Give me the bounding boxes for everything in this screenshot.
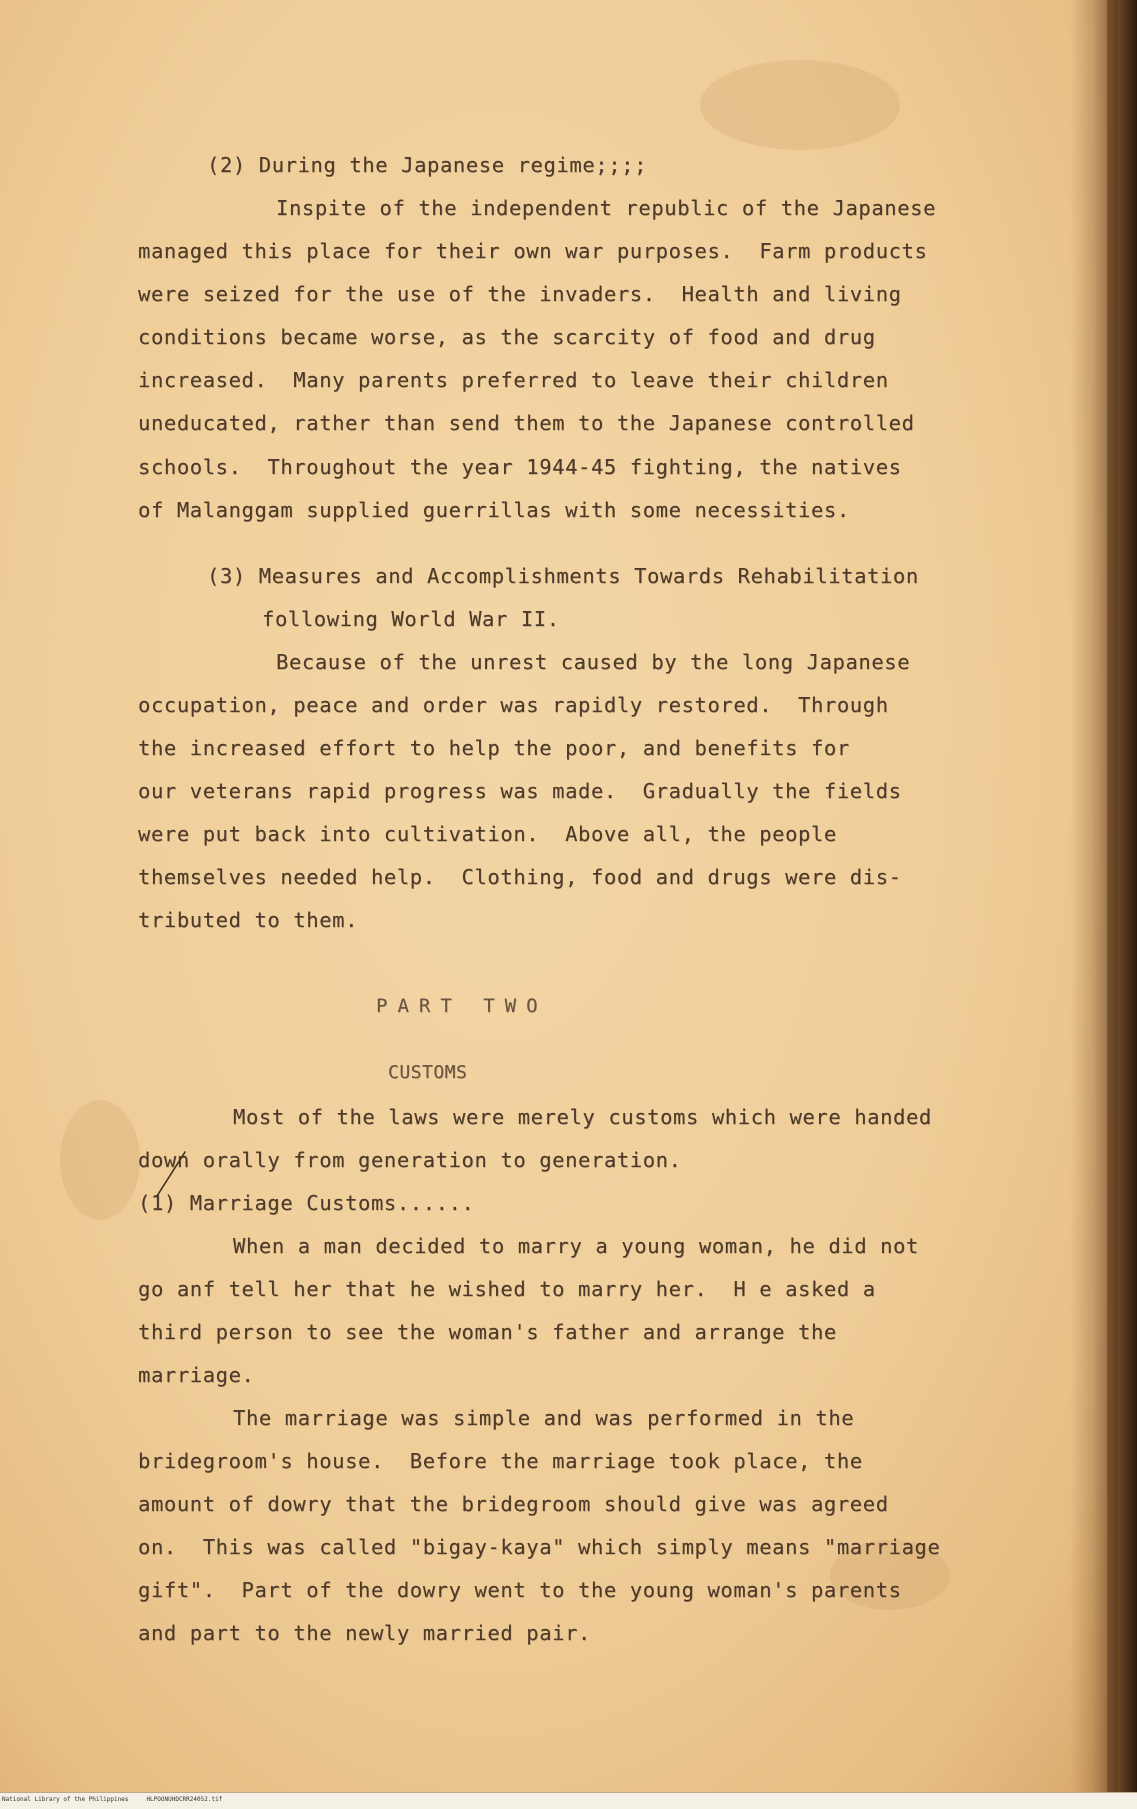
text-line: increased. Many parents preferred to leave their children (138, 368, 889, 392)
text-line: down orally from generation to generation. (138, 1148, 682, 1172)
text-line: themselves needed help. Clothing, food and drugs were dis- (138, 865, 902, 889)
text-line: tributed to them. (138, 908, 359, 932)
paper-stain (60, 1100, 140, 1220)
scan-footer-text (2, 1796, 222, 1803)
section-heading-continued: following World War II. (262, 607, 560, 631)
paper-stain (700, 60, 900, 150)
text-line: bridegroom's house. Before the marriage took place, the (138, 1449, 863, 1473)
text-line: Inspite of the independent republic of the Japanese (276, 196, 937, 220)
section-heading: (2) During the Japanese regime;;;; (207, 153, 648, 177)
subsection-heading: (1) Marriage Customs...... (138, 1191, 475, 1215)
text-line: amount of dowry that the bridegroom should give was agreed (138, 1492, 889, 1516)
text-line: Most of the laws were merely customs which were handed (233, 1105, 932, 1129)
text-line: on. This was called "bigay-kaya" which simply means "marriage (138, 1535, 941, 1559)
footer-file-code: HLPOONUHDCRR24052.tif (146, 1796, 223, 1803)
text-line: uneducated, rather than send them to the Japanese controlled (138, 411, 915, 435)
part-heading: PART TWO (376, 995, 548, 1017)
text-line: Because of the unrest caused by the long Japanese (276, 650, 911, 674)
text-line: the increased effort to help the poor, and benefits for (138, 736, 850, 760)
text-line: When a man decided to marry a young woman, he did not (233, 1234, 919, 1258)
footer-library-name: National Library of the Philippines (2, 1796, 129, 1803)
text-line: third person to see the woman's father and arrange the (138, 1320, 837, 1344)
text-line: our veterans rapid progress was made. Gradually the fields (138, 779, 902, 803)
text-line: were put back into cultivation. Above all, the people (138, 822, 837, 846)
text-line: of Malanggam supplied guerrillas with some necessities. (138, 498, 850, 522)
text-line: managed this place for their own war purposes. Farm products (138, 239, 928, 263)
text-line: go anf tell her that he wished to marry her. H e asked a (138, 1277, 876, 1301)
section-heading: (3) Measures and Accomplishments Towards Rehabilitation (207, 564, 919, 588)
text-line: marriage. (138, 1363, 255, 1387)
text-line: were seized for the use of the invaders. Health and living (138, 282, 902, 306)
text-line: gift". Part of the dowry went to the young woman's parents (138, 1578, 902, 1602)
book-binding-edge (1118, 0, 1137, 1808)
customs-heading: CUSTOMS (388, 1062, 468, 1083)
text-line: The marriage was simple and was performed in the (233, 1406, 855, 1430)
text-line: occupation, peace and order was rapidly restored. Through (138, 693, 889, 717)
text-line: and part to the newly married pair. (138, 1621, 591, 1645)
text-line: conditions became worse, as the scarcity of food and drug (138, 325, 876, 349)
text-line: schools. Throughout the year 1944-45 fighting, the natives (138, 455, 902, 479)
pencil-check-mark-icon (155, 1150, 205, 1200)
page-edge-shadow (1070, 0, 1107, 1792)
